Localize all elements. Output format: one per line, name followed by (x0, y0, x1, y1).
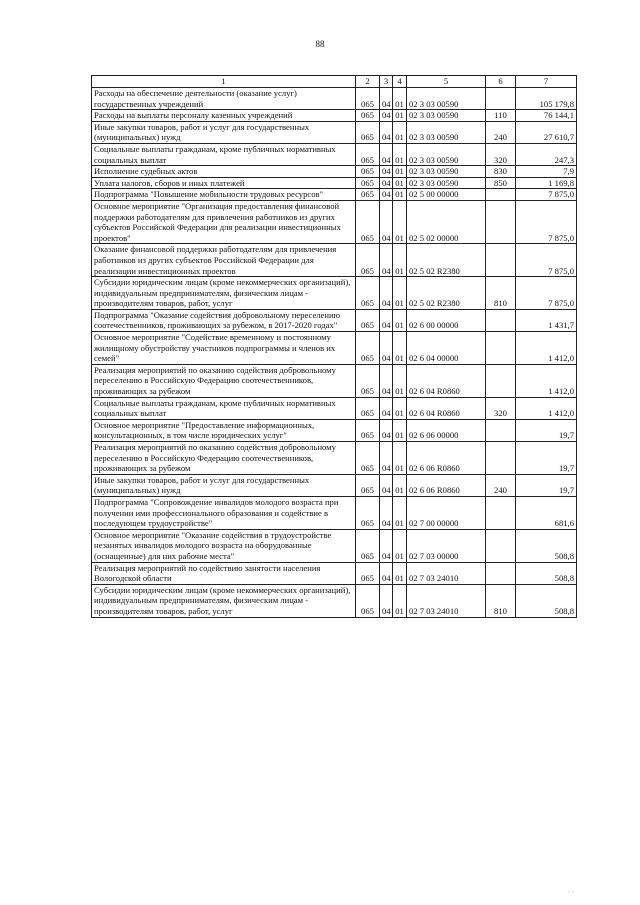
expense-type-cell: 240 (486, 474, 516, 496)
expense-type-cell (486, 189, 516, 201)
subsection-code-cell: 01 (393, 584, 407, 617)
row-name-cell: Основное мероприятие "Оказание содействия в трудоустройстве незанятых инвалидов молодого возраста на оборудованные (оснащенные) для них рабочие места" (92, 529, 356, 562)
target-code-cell: 02 3 03 00590 (407, 121, 486, 143)
section-code-cell: 04 (380, 332, 393, 365)
row-name-cell: Подпрограмма "Сопровождение инвалидов молодого возраста при получении ими профессионального образования и содействие в последующем трудоустройстве" (92, 496, 356, 529)
target-code-cell: 02 3 03 00590 (407, 177, 486, 189)
expense-type-cell (486, 442, 516, 475)
header-cell: 3 (380, 76, 393, 88)
target-code-cell: 02 3 03 00590 (407, 110, 486, 122)
subsection-code-cell: 01 (393, 474, 407, 496)
row-name-cell: Расходы на обеспечение деятельности (оказание услуг) государственных учреждений (92, 88, 356, 110)
subsection-code-cell: 01 (393, 189, 407, 201)
subsection-code-cell: 01 (393, 277, 407, 310)
expense-type-cell (486, 529, 516, 562)
admin-code-cell: 065 (356, 200, 380, 243)
table-row (92, 397, 577, 419)
expense-type-cell (486, 309, 516, 331)
expense-type-cell: 850 (486, 177, 516, 189)
expense-type-cell: 810 (486, 277, 516, 310)
expense-type-cell (486, 244, 516, 277)
expense-type-cell: 810 (486, 584, 516, 617)
admin-code-cell: 065 (356, 121, 380, 143)
row-name-cell: Социальные выплаты гражданам, кроме публичных нормативных социальных выплат (92, 143, 356, 165)
expense-type-cell (486, 332, 516, 365)
amount-cell: 1 412,0 (516, 332, 577, 365)
table-row (92, 121, 577, 143)
admin-code-cell: 065 (356, 166, 380, 178)
table-row (92, 419, 577, 441)
budget-table (91, 75, 577, 618)
header-cell: 4 (393, 76, 407, 88)
target-code-cell: 02 5 02 00000 (407, 200, 486, 243)
table-row (92, 529, 577, 562)
subsection-code-cell: 01 (393, 143, 407, 165)
row-name-cell: Реализация мероприятий по оказанию содействия добровольному переселению в Российскую Федерацию соотечественников, проживающих за рубежом (92, 364, 356, 397)
target-code-cell: 02 7 03 24010 (407, 584, 486, 617)
amount-cell: 508,8 (516, 562, 577, 584)
expense-type-cell (486, 562, 516, 584)
admin-code-cell: 065 (356, 277, 380, 310)
target-code-cell: 02 5 02 R2380 (407, 244, 486, 277)
admin-code-cell: 065 (356, 332, 380, 365)
expense-type-cell (486, 496, 516, 529)
amount-cell: 1 412,0 (516, 364, 577, 397)
table-row (92, 496, 577, 529)
amount-cell: 7 875,0 (516, 277, 577, 310)
target-code-cell: 02 5 02 R2380 (407, 277, 486, 310)
section-code-cell: 04 (380, 143, 393, 165)
section-code-cell: 04 (380, 442, 393, 475)
subsection-code-cell: 01 (393, 364, 407, 397)
target-code-cell: 02 5 00 00000 (407, 189, 486, 201)
target-code-cell: 02 7 03 00000 (407, 529, 486, 562)
section-code-cell: 04 (380, 277, 393, 310)
expense-type-cell (486, 200, 516, 243)
row-name-cell: Субсидии юридическим лицам (кроме некоммерческих организаций), индивидуальным предпринимателям, физическим лицам - производителям товаров, работ, услуг (92, 277, 356, 310)
target-code-cell: 02 6 04 R0860 (407, 364, 486, 397)
amount-cell: 681,6 (516, 496, 577, 529)
target-code-cell: 02 7 03 24010 (407, 562, 486, 584)
table-row (92, 88, 577, 110)
target-code-cell: 02 3 03 00590 (407, 166, 486, 178)
section-code-cell: 04 (380, 562, 393, 584)
page-number: 88 (315, 39, 325, 49)
table-row (92, 166, 577, 178)
amount-cell: 19,7 (516, 442, 577, 475)
table-row (92, 332, 577, 365)
subsection-code-cell: 01 (393, 397, 407, 419)
subsection-code-cell: 01 (393, 88, 407, 110)
table-row (92, 442, 577, 475)
row-name-cell: Социальные выплаты гражданам, кроме публичных нормативных социальных выплат (92, 397, 356, 419)
subsection-code-cell: 01 (393, 496, 407, 529)
header-cell: 1 (92, 76, 356, 88)
admin-code-cell: 065 (356, 364, 380, 397)
admin-code-cell: 065 (356, 110, 380, 122)
amount-cell: 76 144,1 (516, 110, 577, 122)
table-row (92, 309, 577, 331)
row-name-cell: Основное мероприятие "Организация предоставления финансовой поддержки работодателям для привлечения работников из других субъектов Российской Федерации для реализации инвестиционных проектов" (92, 200, 356, 243)
admin-code-cell: 065 (356, 309, 380, 331)
subsection-code-cell: 01 (393, 332, 407, 365)
subsection-code-cell: 01 (393, 529, 407, 562)
amount-cell: 1 169,8 (516, 177, 577, 189)
table-row (92, 143, 577, 165)
amount-cell: 27 610,7 (516, 121, 577, 143)
target-code-cell: 02 6 04 R0860 (407, 397, 486, 419)
amount-cell: 247,3 (516, 143, 577, 165)
target-code-cell: 02 7 00 00000 (407, 496, 486, 529)
admin-code-cell: 065 (356, 143, 380, 165)
subsection-code-cell: 01 (393, 562, 407, 584)
table-row (92, 584, 577, 617)
admin-code-cell: 065 (356, 496, 380, 529)
section-code-cell: 04 (380, 474, 393, 496)
expense-type-cell: 240 (486, 121, 516, 143)
header-row (92, 76, 577, 88)
section-code-cell: 04 (380, 397, 393, 419)
section-code-cell: 04 (380, 189, 393, 201)
row-name-cell: Подпрограмма "Оказание содействия добровольному переселению соотечественников, проживающих за рубежом, в 2017-2020 годах" (92, 309, 356, 331)
admin-code-cell: 065 (356, 584, 380, 617)
amount-cell: 508,8 (516, 584, 577, 617)
row-name-cell: Уплата налогов, сборов и иных платежей (92, 177, 356, 189)
row-name-cell: Оказание финансовой поддержки работодателям для привлечения работников из других субъектов Российской Федерации для реализации инвестиционных проектов (92, 244, 356, 277)
section-code-cell: 04 (380, 244, 393, 277)
admin-code-cell: 065 (356, 442, 380, 475)
admin-code-cell: 065 (356, 397, 380, 419)
row-name-cell: Подпрограмма "Повышение мобильности трудовых ресурсов" (92, 189, 356, 201)
section-code-cell: 04 (380, 496, 393, 529)
row-name-cell: Расходы на выплаты персоналу казенных учреждений (92, 110, 356, 122)
table-row (92, 177, 577, 189)
amount-cell: 7,9 (516, 166, 577, 178)
table-row (92, 244, 577, 277)
section-code-cell: 04 (380, 419, 393, 441)
amount-cell: 7 875,0 (516, 189, 577, 201)
amount-cell: 508,8 (516, 529, 577, 562)
table-row (92, 364, 577, 397)
section-code-cell: 04 (380, 166, 393, 178)
table-row (92, 110, 577, 122)
target-code-cell: 02 6 00 00000 (407, 309, 486, 331)
subsection-code-cell: 01 (393, 177, 407, 189)
row-name-cell: Основное мероприятие "Содействие временному и постоянному жилищному обустройству участников подпрограммы и членов их семей" (92, 332, 356, 365)
admin-code-cell: 065 (356, 474, 380, 496)
target-code-cell: 02 6 06 R0860 (407, 474, 486, 496)
target-code-cell: 02 3 03 00590 (407, 143, 486, 165)
table-row (92, 200, 577, 243)
expense-type-cell: 320 (486, 397, 516, 419)
subsection-code-cell: 01 (393, 419, 407, 441)
header-cell: 5 (407, 76, 486, 88)
amount-cell: 7 875,0 (516, 200, 577, 243)
section-code-cell: 04 (380, 177, 393, 189)
subsection-code-cell: 01 (393, 110, 407, 122)
expense-type-cell (486, 88, 516, 110)
section-code-cell: 04 (380, 364, 393, 397)
amount-cell: 7 875,0 (516, 244, 577, 277)
section-code-cell: 04 (380, 200, 393, 243)
subsection-code-cell: 01 (393, 244, 407, 277)
table-row (92, 277, 577, 310)
table-row (92, 474, 577, 496)
header-cell: 6 (486, 76, 516, 88)
subsection-code-cell: 01 (393, 121, 407, 143)
subsection-code-cell: 01 (393, 309, 407, 331)
subsection-code-cell: 01 (393, 166, 407, 178)
section-code-cell: 04 (380, 309, 393, 331)
expense-type-cell: 320 (486, 143, 516, 165)
amount-cell: 1 431,7 (516, 309, 577, 331)
target-code-cell: 02 6 04 00000 (407, 332, 486, 365)
target-code-cell: 02 6 06 00000 (407, 419, 486, 441)
admin-code-cell: 065 (356, 562, 380, 584)
admin-code-cell: 065 (356, 189, 380, 201)
table-row (92, 189, 577, 201)
row-name-cell: Реализация мероприятий по содействию занятости населения Вологодской области (92, 562, 356, 584)
section-code-cell: 04 (380, 529, 393, 562)
row-name-cell: Основное мероприятие "Предоставление информационных, консультационных, в том числе юридических услуг" (92, 419, 356, 441)
admin-code-cell: 065 (356, 419, 380, 441)
admin-code-cell: 065 (356, 244, 380, 277)
expense-type-cell: 110 (486, 110, 516, 122)
row-name-cell: Реализация мероприятий по оказанию содействия добровольному переселению в Российскую Федерацию соотечественников, проживающих за рубежом (92, 442, 356, 475)
amount-cell: 19,7 (516, 474, 577, 496)
row-name-cell: Субсидии юридическим лицам (кроме некоммерческих организаций), индивидуальным предпринимателям, физическим лицам - производителям товаров, работ, услуг (92, 584, 356, 617)
expense-type-cell (486, 364, 516, 397)
table-row (92, 562, 577, 584)
header-cell: 2 (356, 76, 380, 88)
subsection-code-cell: 01 (393, 200, 407, 243)
header-cell: 7 (516, 76, 577, 88)
target-code-cell: 02 3 03 00590 (407, 88, 486, 110)
section-code-cell: 04 (380, 110, 393, 122)
section-code-cell: 04 (380, 121, 393, 143)
row-name-cell: Иные закупки товаров, работ и услуг для государственных (муниципальных) нужд (92, 121, 356, 143)
row-name-cell: Иные закупки товаров, работ и услуг для государственных (муниципальных) нужд (92, 474, 356, 496)
amount-cell: 19,7 (516, 419, 577, 441)
target-code-cell: 02 6 06 R0860 (407, 442, 486, 475)
admin-code-cell: 065 (356, 529, 380, 562)
row-name-cell: Исполнение судебных актов (92, 166, 356, 178)
expense-type-cell (486, 419, 516, 441)
expense-type-cell: 830 (486, 166, 516, 178)
admin-code-cell: 065 (356, 88, 380, 110)
section-code-cell: 04 (380, 88, 393, 110)
corner-mark: · · (568, 889, 574, 895)
section-code-cell: 04 (380, 584, 393, 617)
amount-cell: 105 179,8 (516, 88, 577, 110)
amount-cell: 1 412,0 (516, 397, 577, 419)
subsection-code-cell: 01 (393, 442, 407, 475)
admin-code-cell: 065 (356, 177, 380, 189)
